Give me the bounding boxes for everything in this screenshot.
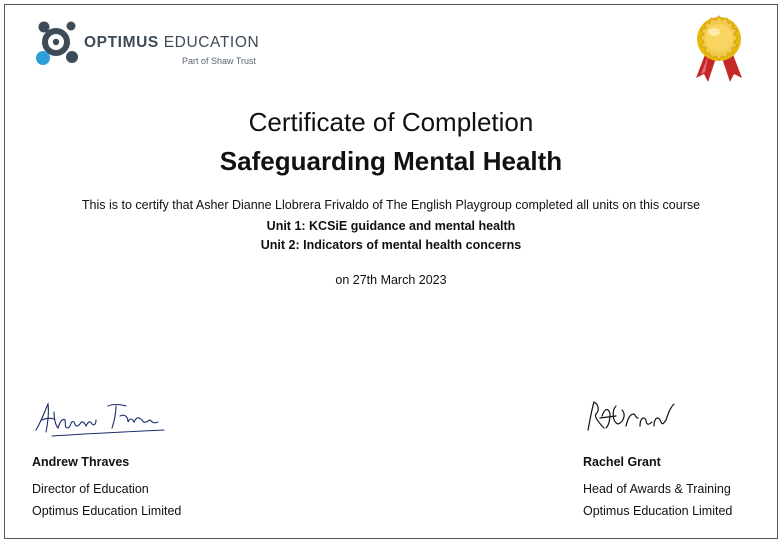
certificate-title: Certificate of Completion — [248, 107, 534, 137]
signatory-name: Andrew Thraves — [32, 455, 130, 469]
completion-date: on 27th March 2023 — [335, 273, 447, 287]
course-name: Safeguarding Mental Health — [219, 146, 563, 176]
logo-wordmark-bold: OPTIMUS — [84, 34, 159, 51]
optimus-education-logo — [34, 18, 284, 74]
certification-statement: This is to certify that Asher Dianne Llobrera Frivaldo of The English Playgroup completed all units on this course — [81, 198, 701, 212]
signatory-organisation: Optimus Education Limited — [583, 504, 733, 518]
signatory-role: Director of Education — [32, 482, 149, 496]
andrew-thraves-signature — [32, 398, 172, 438]
signatory-name: Rachel Grant — [583, 455, 661, 469]
logo-wordmark — [84, 34, 259, 52]
signatory-organisation: Optimus Education Limited — [32, 504, 182, 518]
unit-item: Unit 2: Indicators of mental health concerns — [260, 238, 522, 252]
logo-tagline: Part of Shaw Trust — [182, 56, 257, 66]
logo-wordmark-light: EDUCATION — [158, 34, 260, 51]
signatory-role: Head of Awards & Training — [583, 482, 731, 496]
optimus-logo-icon — [34, 18, 84, 74]
unit-item: Unit 1: KCSiE guidance and mental health — [266, 219, 516, 233]
rachel-grant-signature — [582, 396, 692, 436]
gold-medal-ribbon-icon — [688, 14, 750, 86]
